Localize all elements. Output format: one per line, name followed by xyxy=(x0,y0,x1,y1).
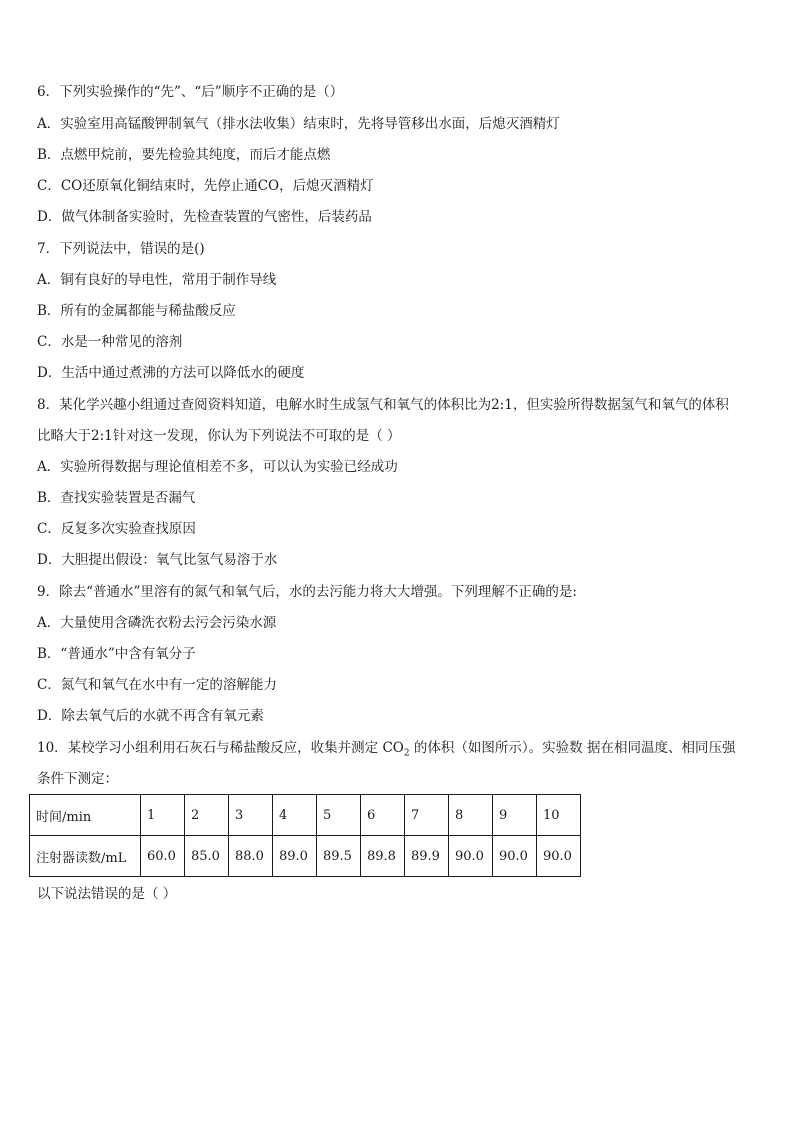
time-cell: 4 xyxy=(273,795,317,836)
time-cell: 6 xyxy=(361,795,405,836)
reading-cell: 89.5 xyxy=(317,836,361,877)
question-6-option-d: D．做气体制备实验时，先检查装置的气密性，后装药品 xyxy=(37,209,372,225)
question-9-option-a: A．大量使用含磷洗衣粉去污会污染水源 xyxy=(37,615,277,631)
time-cell: 7 xyxy=(405,795,449,836)
reading-cell: 85.0 xyxy=(185,836,229,877)
question-10-follow-up: 以下说法错误的是（ ） xyxy=(37,886,177,902)
question-6-option-a: A．实验室用高锰酸钾制氧气（排水法收集）结束时，先将导管移出水面，后熄灭酒精灯 xyxy=(37,116,560,132)
question-7-option-a: A．铜有良好的导电性，常用于制作导线 xyxy=(37,272,277,288)
question-6-stem: 6．下列实验操作的“先”、“后”顺序不正确的是（） xyxy=(37,84,344,100)
reading-cell: 60.0 xyxy=(141,836,185,877)
table-row-time xyxy=(30,795,581,836)
time-cell: 9 xyxy=(493,795,537,836)
question-8-stem-line-2: 比略大于2:1针对这一发现，你认为下列说法不可取的是（ ） xyxy=(37,428,401,444)
question-7-option-d: D．生活中通过煮沸的方法可以降低水的硬度 xyxy=(37,365,305,381)
question-10-stem-line-2: 条件下测定： xyxy=(37,771,118,787)
time-cell: 10 xyxy=(537,795,581,836)
question-9-option-d: D．除去氧气后的水就不再含有氧元素 xyxy=(37,708,264,724)
measurement-table xyxy=(29,794,581,877)
question-10-stem-part-2: 的体积（如图所示）。实验数 据在相同温度、相同压强 xyxy=(409,740,736,756)
reading-cell: 90.0 xyxy=(537,836,581,877)
question-8-option-a: A．实验所得数据与理论值相差不多，可以认为实验已经成功 xyxy=(37,459,398,475)
co2-subscript: 2 xyxy=(403,748,410,759)
time-cell: 5 xyxy=(317,795,361,836)
question-7-stem: 7．下列说法中，错误的是() xyxy=(37,241,205,257)
question-9-option-c: C．氮气和氧气在水中有一定的溶解能力 xyxy=(37,677,277,693)
question-10-stem-line-1 xyxy=(37,739,735,763)
reading-header-cell: 注射器读数/mL xyxy=(30,836,141,877)
question-9-option-b: B．“普通水”中含有氧分子 xyxy=(37,646,196,662)
time-cell: 8 xyxy=(449,795,493,836)
question-7-option-b: B．所有的金属都能与稀盐酸反应 xyxy=(37,303,236,319)
table-row-reading xyxy=(30,836,581,877)
question-9-stem: 9．除去“普通水”里溶有的氮气和氧气后，水的去污能力将大大增强。下列理解不正确的是: xyxy=(37,584,577,600)
question-8-option-b: B．查找实验装置是否漏气 xyxy=(37,490,196,506)
time-header-cell: 时间/min xyxy=(30,795,141,836)
reading-cell: 89.0 xyxy=(273,836,317,877)
question-8-option-d: D．大胆提出假设：氧气比氢气易溶于水 xyxy=(37,552,278,568)
reading-cell: 89.8 xyxy=(361,836,405,877)
reading-cell: 90.0 xyxy=(493,836,537,877)
question-10-stem-part-1: 10．某校学习小组利用石灰石与稀盐酸反应，收集并测定 CO xyxy=(37,740,404,756)
reading-cell: 88.0 xyxy=(229,836,273,877)
question-8-stem-line-1: 8．某化学兴趣小组通过查阅资料知道，电解水时生成氢气和氧气的体积比为2:1，但实验所得数据氢气和氧气的体积 xyxy=(37,397,729,413)
question-6-option-b: B．点燃甲烷前，要先检验其纯度，而后才能点燃 xyxy=(37,147,331,163)
time-cell: 3 xyxy=(229,795,273,836)
time-cell: 2 xyxy=(185,795,229,836)
question-8-option-c: C．反复多次实验查找原因 xyxy=(37,521,196,537)
question-7-option-c: C．水是一种常见的溶剂 xyxy=(37,334,183,350)
reading-cell: 90.0 xyxy=(449,836,493,877)
time-cell: 1 xyxy=(141,795,185,836)
question-6-option-c: C．CO还原氧化铜结束时，先停止通CO，后熄灭酒精灯 xyxy=(37,178,374,194)
reading-cell: 89.9 xyxy=(405,836,449,877)
